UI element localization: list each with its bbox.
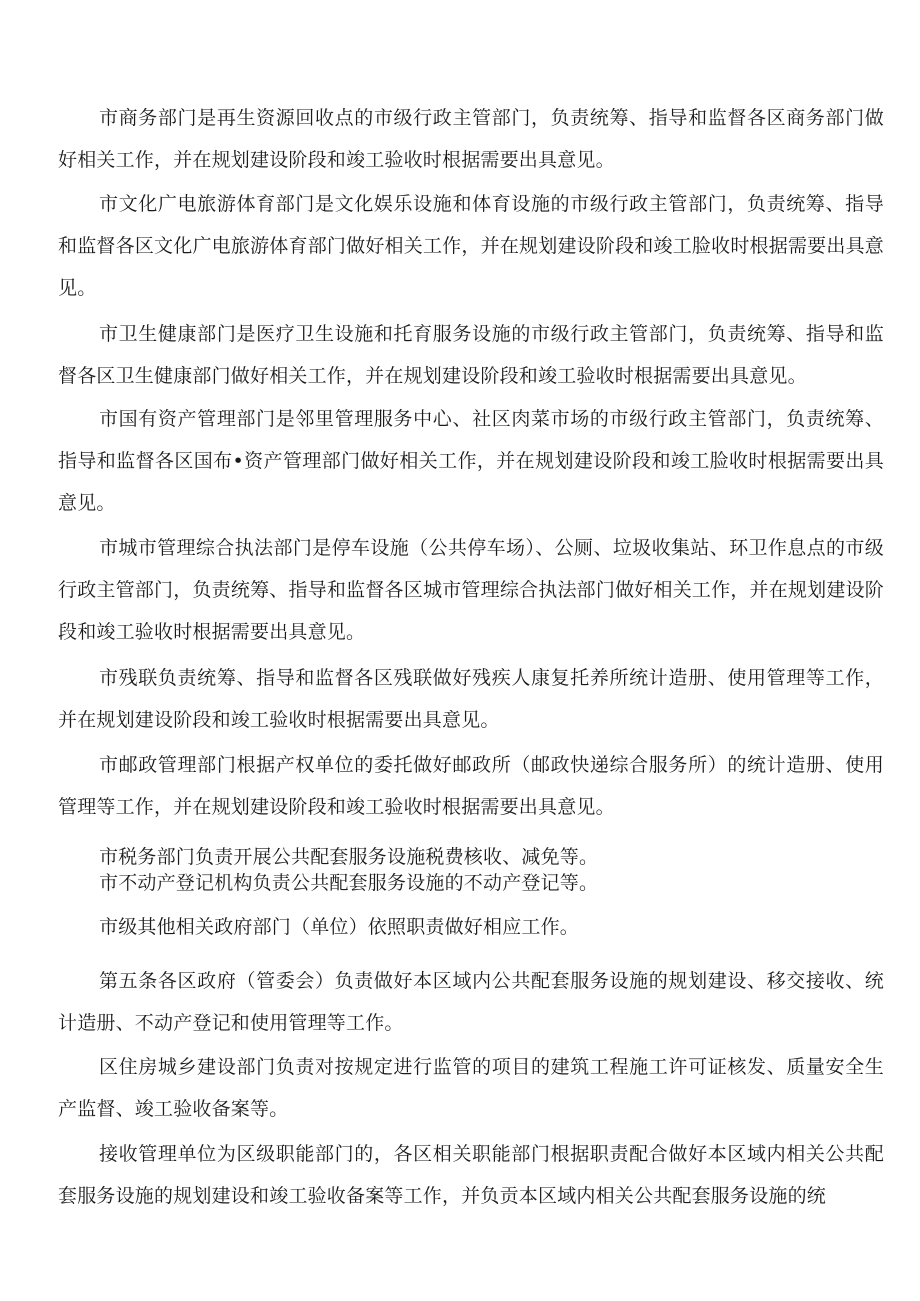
paragraph-receiving-units: 接收管理单位为区级职能部门的，各区相关职能部门根据职责配合做好本区域内相关公共配套服务设施的规划建设和竣工验收备案等工作，并负贡本区域内相关公共配套服务设施的统: [58, 1143, 884, 1207]
paragraph-other-departments: 市级其他相关政府部门（单位）依照职责做好相应工作。: [99, 916, 580, 938]
paragraph-postal: 市邮政管理部门根据产权单位的委托做好邮政所（邮政快递综合服务所）的统计造册、使用管理等工作，并在规划建设阶段和竣工验收时根据需要出具意见。: [58, 754, 884, 818]
paragraph-disabled-federation: 市残联负责统筹、指导和监督各区残联做好残疾人康复托养所统计造册、使用管理等工作，并在规划建设阶段和竣工验收时根据需要出具意见。: [58, 667, 884, 731]
paragraph-real-estate-registration: 市不动产登记机构负责公共配套服务设施的不动产登记等。: [99, 872, 599, 894]
paragraph-culture-sports: 市文化广电旅游体育部门是文化娱乐设施和体育设施的市级行政主管部门，负责统筹、指导和监督各区文化广电旅游体育部门做好相关工作，并在规划建设阶段和竣工脸收时根据需要出具意见。: [58, 193, 884, 299]
paragraph-health: 市卫生健康部门是医疗卫生设施和托育服务设施的市级行政主管部门，负责统筹、指导和监督各区卫生健康部门做好相关工作，并在规划建设阶段和竣工验收时根据需要出具意见。: [58, 323, 884, 387]
paragraph-urban-management: 市城市管理综合执法部门是停车设施（公共停车场）、公厕、垃圾收集站、环卫作息点的市级行政主管部门，负责统筹、指导和监督各区城市管理综合执法部门做好相关工作，并在规划建设阶段和竣工验收时根据需要出具意见。: [58, 537, 884, 643]
paragraph-article-five: 第五条各区政府（管委会）负责做好本区域内公共配套服务设施的规划建设、移交接收、统计造册、不动产登记和使用管理等工作。: [58, 970, 884, 1034]
paragraph-state-assets: 市国有资产管理部门是邻里管理服务中心、社区肉菜市场的市级行政主管部门，负责统筹、指导和监督各区国布•资产管理部门做好相关工作，并在规划建设阶段和竣工脸收时根据需要出具意见。: [58, 408, 884, 514]
paragraph-tax: 市税务部门负责开展公共配套服务设施税费核收、减免等。: [99, 846, 599, 868]
paragraph-district-housing: 区住房城乡建设部门负责对按规定进行监管的项目的建筑工程施工许可证核发、质量安全生产监督、竣工验收备案等。: [58, 1056, 884, 1120]
paragraph-commerce: 市商务部门是再生资源回收点的市级行政主管部门，负责统筹、指导和监督各区商务部门做好相关工作，并在规划建设阶段和竣工验收时根据需要出具意见。: [58, 107, 884, 171]
